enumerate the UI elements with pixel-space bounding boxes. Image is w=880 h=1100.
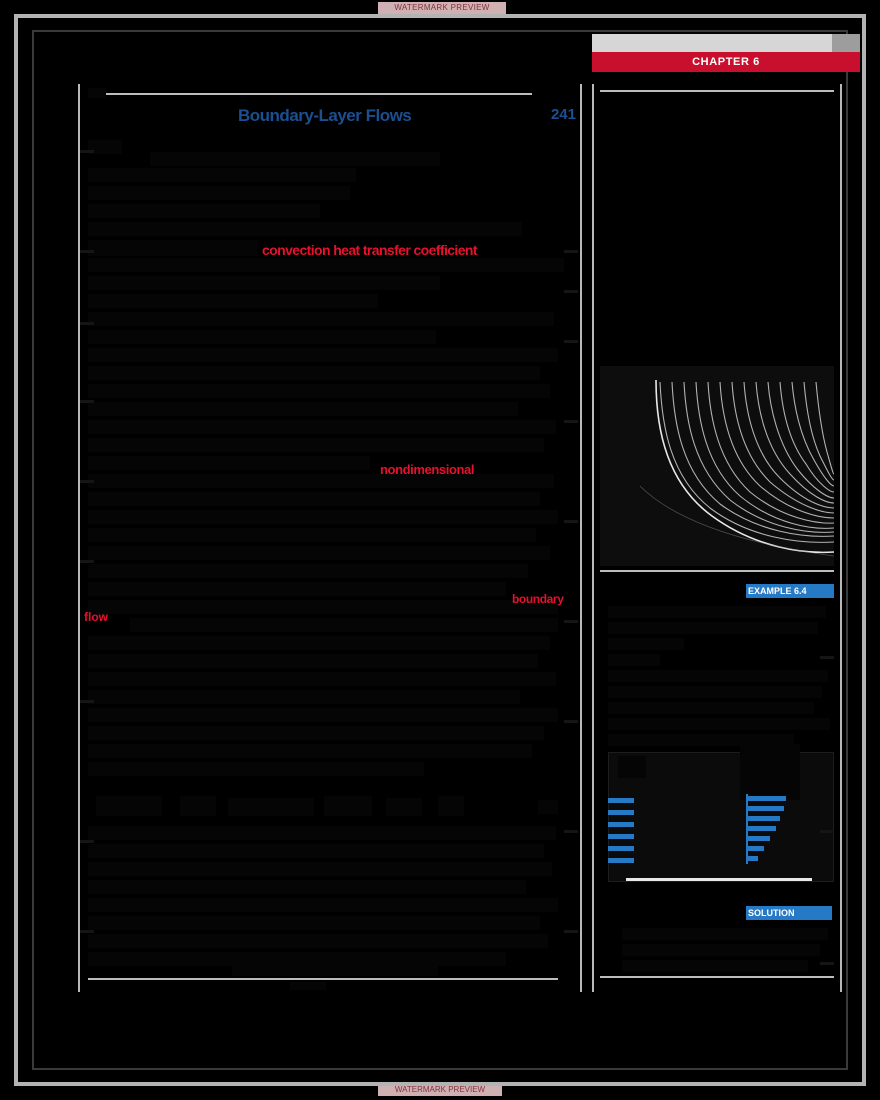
margin-tick	[564, 930, 578, 933]
text-block	[88, 636, 550, 650]
margin-tick	[564, 420, 578, 423]
chapter-header-bar	[592, 52, 860, 72]
page-number: 241	[550, 106, 576, 123]
text-block	[608, 606, 826, 618]
text-block	[88, 564, 528, 578]
text-block	[88, 348, 558, 362]
text-block	[88, 762, 424, 776]
solution-heading: SOLUTION	[746, 906, 832, 920]
text-block	[608, 718, 830, 730]
diagram-block	[618, 756, 646, 778]
table-cell	[438, 796, 464, 816]
text-block	[608, 670, 828, 682]
main-column-bottom-rule	[88, 978, 558, 980]
text-block	[88, 312, 554, 326]
table-cell	[96, 796, 162, 816]
text-block	[608, 654, 660, 666]
text-block	[622, 928, 828, 940]
margin-tick	[564, 830, 578, 833]
text-block	[88, 862, 552, 876]
table-cell	[180, 796, 216, 816]
example-heading: EXAMPLE 6.4	[746, 584, 834, 598]
surface-line	[626, 878, 812, 881]
text-block	[88, 744, 532, 758]
text-block	[88, 826, 556, 840]
text-block	[130, 618, 558, 632]
text-block	[88, 456, 370, 470]
text-block	[88, 186, 350, 200]
text-block	[608, 702, 814, 714]
text-block	[88, 240, 258, 256]
diagram-block	[740, 744, 800, 800]
profile-bar	[748, 816, 780, 821]
profile-arrow	[608, 798, 634, 803]
text-block	[88, 934, 548, 948]
profile-arrow	[608, 822, 634, 827]
margin-tick	[80, 700, 94, 703]
text-block	[88, 510, 558, 524]
table-cell	[538, 800, 558, 814]
text-block	[88, 204, 320, 218]
text-block	[88, 546, 550, 560]
text-block	[88, 276, 440, 290]
text-block	[88, 672, 556, 686]
margin-tick	[564, 250, 578, 253]
chapter-header-background-right	[832, 34, 860, 52]
margin-tick	[80, 150, 94, 153]
text-block	[88, 880, 526, 894]
margin-tick	[820, 962, 834, 965]
text-block	[622, 960, 808, 972]
text-block	[88, 898, 558, 912]
text-block	[88, 654, 538, 668]
text-block	[88, 420, 556, 434]
flow-visualization-photo	[600, 366, 834, 566]
margin-tick	[80, 322, 94, 325]
margin-tick	[820, 830, 834, 833]
margin-tick	[564, 520, 578, 523]
profile-bar	[748, 796, 786, 801]
text-block	[88, 844, 544, 858]
text-block	[88, 690, 520, 704]
chapter-header-background	[592, 34, 842, 52]
text-block	[88, 528, 536, 542]
text-block	[88, 384, 550, 398]
margin-tick	[80, 930, 94, 933]
table-cell	[386, 798, 422, 816]
profile-arrow	[608, 834, 634, 839]
top-watermark-text: WATERMARK PREVIEW	[394, 3, 490, 12]
red-emphasis-phrase: boundary	[512, 592, 564, 606]
text-block	[608, 686, 822, 698]
flow-photo-graphic	[600, 366, 834, 566]
text-block	[622, 944, 820, 956]
side-column-bottom-rule	[600, 976, 834, 978]
profile-arrow	[608, 858, 634, 863]
profile-bar	[748, 836, 770, 841]
profile-bar	[748, 856, 758, 861]
profile-bar	[748, 806, 784, 811]
page-title: Boundary-Layer Flows	[238, 106, 412, 125]
text-block	[88, 582, 506, 596]
text-block	[88, 366, 540, 380]
side-column-top-rule	[600, 90, 834, 92]
margin-tick	[564, 720, 578, 723]
profile-bar	[748, 846, 764, 851]
text-block	[88, 726, 544, 740]
margin-tick	[80, 560, 94, 563]
margin-tick	[80, 250, 94, 253]
text-block	[608, 638, 684, 650]
margin-tick	[564, 290, 578, 293]
margin-tick	[80, 480, 94, 483]
text-block	[88, 438, 544, 452]
profile-arrow	[608, 846, 634, 851]
text-block	[88, 916, 540, 930]
profile-bar	[748, 826, 776, 831]
side-column-rule	[600, 570, 834, 572]
top-watermark-banner	[378, 2, 506, 14]
main-column-top-rule	[88, 93, 532, 95]
text-block	[88, 708, 558, 722]
text-block	[88, 492, 540, 506]
text-block	[88, 294, 378, 308]
profile-arrow	[608, 810, 634, 815]
text-block	[88, 258, 564, 272]
text-block	[88, 88, 106, 98]
text-block	[608, 622, 818, 634]
figure-caption-block	[290, 982, 326, 990]
text-block	[88, 600, 558, 614]
margin-tick	[80, 400, 94, 403]
red-emphasis-phrase: convection heat transfer coefficient	[262, 242, 477, 258]
table-cell	[228, 798, 314, 816]
bottom-watermark-text: WATERMARK PREVIEW	[394, 1085, 486, 1094]
text-block	[88, 402, 518, 416]
figure-caption-block	[232, 964, 438, 976]
chapter-label: CHAPTER 6	[692, 56, 760, 68]
text-block	[88, 330, 436, 344]
red-emphasis-phrase: flow	[84, 610, 108, 624]
text-block	[88, 168, 356, 182]
margin-tick	[820, 656, 834, 659]
text-block	[88, 222, 522, 236]
text-block	[150, 152, 440, 166]
margin-tick	[564, 340, 578, 343]
margin-tick	[564, 620, 578, 623]
red-emphasis-phrase: nondimensional	[380, 462, 475, 477]
table-cell	[324, 796, 372, 816]
margin-tick	[80, 840, 94, 843]
